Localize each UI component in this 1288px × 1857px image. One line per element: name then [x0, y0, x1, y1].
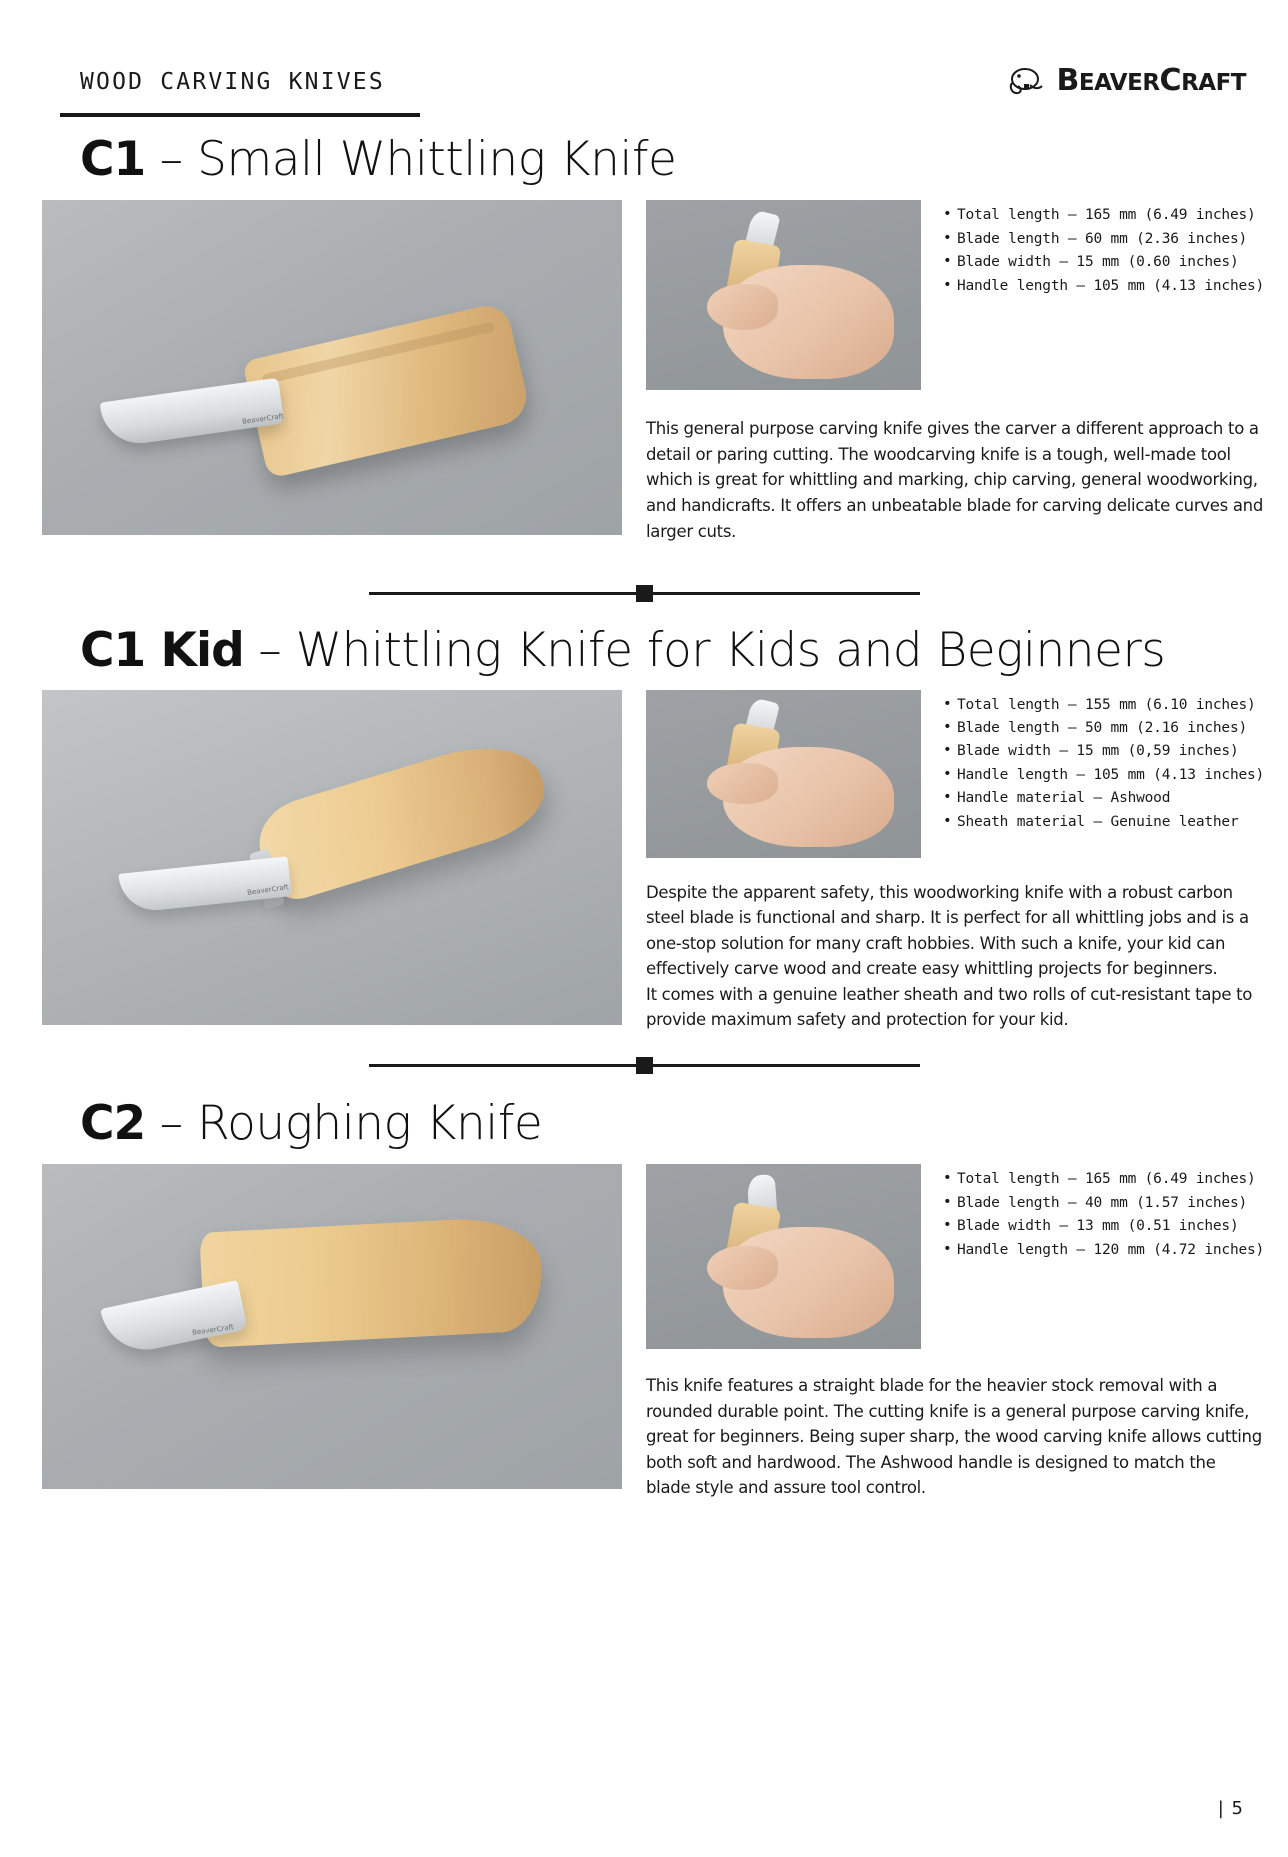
section-divider — [42, 1051, 1246, 1081]
divider-square — [636, 585, 653, 602]
product-hand-image — [646, 690, 921, 858]
spec-item: • Handle length – 105 mm (4.13 inches) — [943, 275, 1264, 298]
product-name: Small Whittling Knife — [197, 132, 677, 187]
knife-handle-graphic — [246, 729, 554, 906]
page-header — [42, 55, 1246, 135]
description-paragraph: Despite the apparent safety, this woodworking knife with a robust carbon steel blade is functional and sharp. It is perfect for all whittling jobs and is a one-stop solution for many craft hobbies. With such a knife, your kid can effectively carve wood and create easy whittling projects for beginners. — [646, 882, 1249, 979]
spec-item: • Blade width – 15 mm (0.60 inches) — [943, 251, 1264, 274]
thumb-graphic — [707, 763, 779, 803]
knife-handle-graphic — [242, 302, 532, 480]
product-description — [646, 416, 1264, 544]
divider-line-right — [652, 592, 920, 595]
divider-square — [636, 1057, 653, 1074]
brand-lockup — [1008, 63, 1246, 98]
product-section-c1 — [42, 132, 1265, 544]
blade-logo-mark: BeaverCraft — [246, 882, 290, 897]
product-hero-image — [42, 200, 622, 535]
description-paragraph: This knife features a straight blade for the heavier stock removal with a rounded durable point. The cutting knife is a general purpose carving knife, great for beginners. Being super sharp, the wood carving knife allows cutting both soft and hardwood. The Ashwood handle is designed to match the blade style and assure tool control. — [646, 1376, 1262, 1498]
page-number: | 5 — [1217, 1798, 1244, 1819]
product-description — [646, 880, 1264, 1033]
spec-item: • Total length – 165 mm (6.49 inches) — [943, 204, 1264, 227]
product-code: C2 — [80, 1095, 146, 1151]
product-hand-image — [646, 1164, 921, 1349]
spec-item: • Blade width – 13 mm (0.51 inches) — [943, 1215, 1264, 1238]
spec-item: • Total length – 165 mm (6.49 inches) — [943, 1168, 1264, 1191]
product-code: C1 — [80, 132, 146, 187]
product-dash: – — [159, 1095, 183, 1151]
section-divider — [42, 578, 1246, 608]
spec-item: • Handle length – 120 mm (4.72 inches) — [943, 1239, 1264, 1262]
spec-item: • Blade length – 40 mm (1.57 inches) — [943, 1192, 1264, 1215]
product-specs — [921, 200, 1264, 298]
page-title: WOOD CARVING KNIVES — [80, 69, 385, 95]
thumb-graphic — [707, 284, 779, 330]
product-specs — [921, 1164, 1264, 1262]
product-info-column — [622, 1164, 1264, 1501]
product-specs — [921, 690, 1264, 835]
blade-logo-mark: BeaverCraft — [191, 1323, 235, 1338]
spec-item: • Blade length – 50 mm (2.16 inches) — [943, 717, 1264, 740]
product-info-column — [622, 690, 1264, 1033]
spec-item: • Handle length – 105 mm (4.13 inches) — [943, 764, 1264, 787]
spec-item: • Blade width – 15 mm (0,59 inches) — [943, 740, 1264, 763]
divider-line-left — [369, 1064, 637, 1067]
product-hero-image — [42, 1164, 622, 1489]
spec-item: • Total length – 155 mm (6.10 inches) — [943, 694, 1264, 717]
spec-item: • Blade length – 60 mm (2.36 inches) — [943, 228, 1264, 251]
product-dash: – — [258, 623, 282, 679]
product-section-c1-kid — [42, 623, 1265, 1033]
description-paragraph: This general purpose carving knife gives the carver a different approach to a detail or paring cutting. The woodcarving knife is a tough, well-made tool which is great for whittling and marking, chip carving, general woodworking, and handicrafts. It offers an unbeatable blade for carving delicate curves and larger cuts. — [646, 419, 1263, 541]
product-heading — [80, 1095, 1246, 1151]
divider-line-left — [369, 592, 637, 595]
knife-handle-graphic — [199, 1215, 545, 1348]
brand-name: BEAVERCRAFT — [1056, 63, 1246, 98]
spec-item: • Handle material – Ashwood — [943, 787, 1264, 810]
spec-item: • Sheath material – Genuine leather — [943, 811, 1264, 834]
product-hand-image — [646, 200, 921, 390]
product-info-column — [622, 200, 1264, 544]
catalog-page — [0, 55, 1288, 1857]
product-heading — [80, 623, 1246, 679]
product-name: Roughing Knife — [197, 1095, 543, 1151]
product-name: Whittling Knife for Kids and Beginners — [295, 623, 1166, 679]
beaver-logo-icon — [1008, 65, 1046, 97]
product-dash: – — [159, 132, 183, 187]
product-hero-image — [42, 690, 622, 1025]
product-description — [646, 1373, 1264, 1501]
knife-blade-graphic — [100, 378, 285, 449]
product-section-c2 — [42, 1095, 1265, 1501]
description-paragraph-2: It comes with a genuine leather sheath and two rolls of cut-resistant tape to provide maximum safety and protection for your kid. — [646, 984, 1253, 1030]
divider-line-right — [652, 1064, 920, 1067]
thumb-graphic — [707, 1246, 779, 1290]
title-underline — [60, 113, 420, 117]
product-heading — [80, 132, 1246, 187]
product-code: C1 Kid — [80, 623, 244, 679]
blade-logo-mark: BeaverCraft — [241, 412, 285, 427]
